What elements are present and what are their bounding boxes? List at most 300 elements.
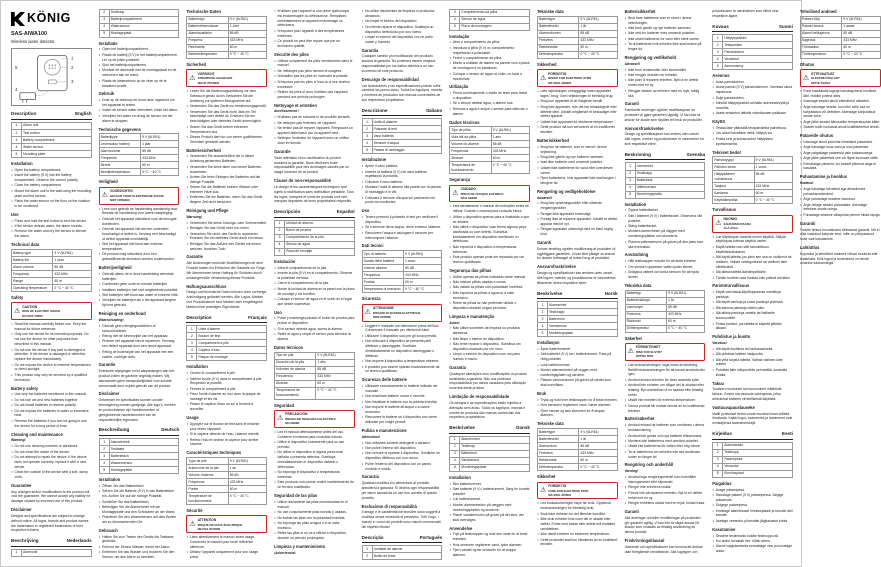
section-title: Sicherheit	[186, 61, 207, 67]
table-row	[99, 452, 179, 459]
bullet-item: • Käytä vain tässä käyttöoppaassa mainittuja paristoja.	[712, 290, 793, 300]
language-label: Deutsch	[161, 427, 180, 433]
bullet-item: • Gebruik geen reinigingsmiddelen of schuurmiddelen.	[99, 324, 180, 334]
bullet-item: • Plaats de batterij (9 V) in het batterijcompartiment. Let op de juiste polariteit.	[99, 53, 180, 63]
part-number: 1	[12, 549, 22, 556]
section-title: Reiniging en onderhoud	[98, 311, 146, 317]
warning-line: ÖPPNA INTE	[635, 354, 654, 359]
table-row	[274, 387, 354, 399]
bullet-item: • Reinigen Sie das Äußere des Geräts mit einem weichen, feuchten Tuch.	[186, 242, 267, 252]
part-number: 5	[625, 191, 635, 198]
bullet-list	[11, 392, 92, 428]
section-title: Ansvarsfraskrivelse	[536, 264, 576, 270]
bullet-item: • Verwenden Sie keine alten und neuen Batterien zusammen.	[186, 165, 267, 175]
part-name: Sensor de agua	[284, 241, 354, 248]
tech-label: Volume do alarme	[450, 141, 491, 148]
section-title: Rengöring och underhåll	[624, 462, 674, 468]
warning-line: ATTENTION	[197, 517, 217, 522]
section-title: Veiligheid	[98, 179, 118, 185]
bullet-item: • Utilizzare esclusivamente le batterie indicate nel manuale.	[362, 384, 443, 394]
bullet-item: • Utsätt inte batterierna för vatten eller hög värme.	[625, 444, 706, 449]
table-row	[537, 443, 617, 450]
table-row	[99, 169, 179, 176]
bullet-item: • Clean the outside of the device with a soft, damp cloth.	[11, 470, 92, 480]
paragraph: Design und technische Daten können ohne vorherige Ankündigung geändert werden. Alle Logos, Marken und Produktnamen sind Marken oder eingetragene Marken ihrer jeweiligen Eigentümer.	[186, 290, 267, 309]
section-title: Garanti	[624, 508, 639, 514]
table-row	[187, 486, 267, 493]
table-row	[187, 465, 267, 472]
warning-line: FORSIKTIG	[548, 484, 567, 489]
tech-label: Batterityp	[625, 290, 666, 297]
section-title: Garantie	[186, 254, 203, 260]
part-name: Alarmeinheit	[109, 438, 179, 445]
section-title: Garanti	[536, 240, 552, 245]
warning-line: RISCO DE CHOQUE ELÉTRICO	[460, 191, 504, 196]
tech-label: Batteritype	[537, 16, 578, 23]
part-number: 3	[99, 452, 109, 459]
table-row	[274, 248, 354, 255]
bullet-item: • Gebruik het apparaat uitsluitend voor de beoogde doeleinden.	[99, 217, 180, 227]
bullet-item: • Ikke rengjør innsiden av enheten.	[625, 73, 706, 78]
bullet-list	[449, 91, 530, 116]
bullet-list	[186, 154, 267, 205]
section-title: Reinigung und Pflege	[186, 208, 229, 214]
part-number: 3	[187, 340, 197, 347]
warning-word: Aviso!	[449, 320, 460, 325]
bullet-list	[712, 80, 793, 116]
bullet-item: • Limpie el exterior del dispositivo con un paño suave y húmedo.	[362, 35, 443, 45]
warning-text	[636, 345, 662, 358]
bullet-list	[11, 444, 92, 480]
table-row	[713, 42, 793, 49]
section-title: Limpeza e manutenção	[449, 313, 495, 319]
bullet-item: • Do not expose the device to extreme temperatures or direct sunlight.	[11, 363, 92, 373]
part-number: 4	[274, 241, 284, 248]
bullet-list	[449, 40, 530, 81]
section-title: Batterisikkerhet	[624, 9, 656, 14]
bullet-item: • Ärge jätke seadet äärmuslike temperatuuride kätte.	[800, 120, 881, 125]
table-row	[713, 197, 793, 204]
language-label: Norsk	[604, 290, 618, 296]
description-title: Beschrijving	[11, 538, 39, 544]
section-title: Tekniset tiedot	[712, 149, 741, 155]
paragraph: Tootele tehtud muudatused tühistavad garantii. Me ei võta vastutust kahjude eest, mille on põhjustanud toote vale kasutamine.	[799, 227, 880, 242]
section-title: Haftungsausschluss	[186, 283, 227, 289]
bullet-item: • Não exponha as pilhas à água ou a calor excessivo.	[449, 291, 530, 301]
table-row	[713, 183, 793, 190]
bullet-item: • Si el sensor detecta agua, suena la alarma.	[274, 327, 355, 332]
table-row	[625, 311, 705, 318]
language-section-heading	[274, 209, 355, 218]
bullet-item: • Utilisez l'appareil uniquement pour son usage prévu.	[186, 550, 267, 560]
tech-label: Betriebstemperatur	[187, 51, 228, 58]
section-title: Installazione	[361, 157, 387, 163]
tech-label: Operating temperature	[12, 284, 53, 291]
tech-value: 9 V (6LR61)	[141, 134, 179, 141]
section-title: Dati tecnici	[361, 243, 384, 249]
tech-label: Rækkevidde	[537, 44, 578, 51]
bullet-item: • Om sensorn upptäcker vatten ljuder larmet.	[625, 265, 706, 270]
bullet-list	[625, 363, 706, 414]
language-section-heading	[11, 111, 92, 120]
warning-box	[712, 215, 793, 233]
table-row	[537, 316, 617, 323]
table-row	[713, 49, 793, 56]
section-title: Garantii	[799, 220, 816, 226]
section-title: Battery safety	[11, 385, 39, 391]
section-title: Limpieza y mantenimiento	[273, 543, 326, 549]
section-title: Garantie	[98, 362, 116, 368]
bullet-list	[625, 208, 706, 249]
part-number: 1	[713, 35, 723, 42]
table-row	[99, 23, 179, 30]
table-row	[274, 241, 354, 248]
warning-line: STROMSCHLAGGEFAHR	[197, 76, 233, 81]
tech-label: Bereik	[99, 162, 140, 169]
bullet-item: • Não limpe o interior do dispositivo.	[449, 337, 530, 342]
bullet-item: • Leia atentamente o manual de instruções antes de utilizar. Guarde o manual para consulta futura.	[449, 204, 530, 214]
part-number: 4	[713, 56, 723, 63]
part-number: 5	[450, 464, 460, 471]
bullet-list	[99, 272, 180, 308]
bullet-item: • Denna produkt får endast servas av en kvalificerad tekniker.	[625, 404, 706, 414]
tech-label: Alarmi helitugevus	[800, 30, 841, 37]
warning-text	[811, 72, 840, 85]
tech-value: 1 vuosi	[754, 164, 792, 171]
bullet-item: • Collocare il sensore d'acqua sul pavimento nel punto da monitorare.	[362, 196, 443, 206]
table-row	[537, 450, 617, 457]
part-number: 4	[537, 323, 547, 330]
section-title: Garantía	[361, 47, 379, 53]
technical-data-table	[625, 290, 706, 333]
section-title: Segurança das pilhas	[449, 267, 492, 273]
table-row	[713, 56, 793, 63]
bullet-item: • Älä altista laitetta äärilämpötiloille.	[712, 270, 793, 275]
bullet-item: • Ikke utsett batteriene for vann eller sterk varme.	[625, 37, 706, 42]
bullet-item: • Stel batterijen niet bloot aan water of extreme hitte.	[99, 293, 180, 298]
warning-text	[724, 217, 751, 230]
section-title: Rengjøring og vedlikehold	[624, 54, 676, 60]
bullet-item: • Inserire la batteria (9 V) nel vano batteria rispettando la polarità.	[362, 170, 443, 180]
table-row	[537, 16, 617, 23]
section-title: Rengøring og vedligeholdelse	[536, 188, 596, 194]
part-name: Paristolokero	[723, 49, 793, 56]
bullet-item: • Monte a unidade de alarme na parede com a placa de montagem e os parafusos.	[449, 61, 530, 71]
tech-label: Range	[12, 277, 53, 284]
tech-label: Durata della batteria	[362, 258, 403, 265]
section-title: Sécurité	[186, 508, 203, 514]
bullet-item: • Lue käyttöopas huolella ennen käyttöä. Säilytä käyttöopas tulevaa käyttöä varten.	[712, 235, 793, 245]
bullet-list	[537, 347, 618, 388]
part-name: Piastra di montaggio	[372, 147, 442, 154]
warning-line: SÄHKÖISKUVAARA	[723, 221, 751, 226]
tech-value: 60 m	[228, 486, 266, 493]
warning-line: NÃO ABRIR	[460, 195, 477, 200]
warning-line: RISK OF ELECTRIC SHOCK	[22, 309, 61, 314]
table-row	[450, 23, 530, 30]
bullet-list	[712, 126, 793, 147]
bullet-item: • Ikke utsett enheten for ekstreme temperaturer.	[537, 532, 618, 537]
bullet-item: • Place the water sensor on the floor on the location to be monitored.	[11, 199, 92, 209]
tech-value: 1 anno	[404, 258, 442, 265]
bullet-list	[362, 384, 443, 425]
bullet-item: • Ikke prøv å reparere enheten. Bytt ut en defekt enhet med en ny.	[625, 78, 706, 88]
warning-line: FARE FOR ELEKTRISK STØT	[548, 488, 589, 493]
bullet-item: • Close the battery compartment.	[11, 183, 92, 188]
table-row	[450, 162, 530, 174]
warning-line: MÅ IKKE ÅBNES	[548, 80, 572, 85]
bullet-item: • Avage patareipesa.	[712, 488, 793, 493]
bullet-item: • Ikke bruk enheten hvis noen del er skadet eller defekt. Enhet med skade eller defekt må erstattes umiddelbart.	[537, 517, 618, 531]
bullet-list	[625, 68, 706, 99]
bullet-item: • Jos anturi havaitsee vettä, hälytys soi.	[712, 131, 793, 136]
tech-value: 1 jaar	[141, 141, 179, 148]
bullet-item: • Ärge kasutage koos vanu ja uusi patareisid.	[800, 145, 881, 150]
language-section-heading	[362, 535, 443, 544]
section-title: Guarantee	[11, 482, 32, 488]
section-title: Caractéristiques techniques	[186, 450, 242, 456]
bullet-list	[99, 98, 180, 123]
description-table	[712, 34, 793, 70]
section-title: Puhastamine ja hooldus	[799, 174, 847, 180]
part-name: Compartimento da pilha	[460, 9, 530, 16]
description-title: Kirjeldus	[712, 431, 732, 437]
bullet-list	[537, 201, 618, 237]
table-row	[12, 284, 92, 291]
warning-word: Advarsel!	[536, 195, 553, 200]
section-title: Installation	[449, 474, 471, 480]
bullet-list	[186, 221, 267, 252]
part-name: Batteriefach	[109, 452, 179, 459]
part-name: Batterirom	[547, 316, 617, 323]
bullet-item: • Lukk batterirommet.	[537, 363, 618, 368]
bullet-item: • Se o sensor detetar água, o alarme soa.	[449, 101, 530, 106]
table-row	[274, 227, 354, 234]
bullet-item: • Insert the battery (9 V) into the battery compartment. Observe the correct polarity.	[11, 173, 92, 183]
bullet-list	[11, 219, 92, 240]
bullet-item: • Brug kun de batterier, som er nævnt i denne vejledning.	[537, 145, 618, 155]
bullet-item: • Verwenden Sie das Gerät nicht, falls ein Teil beschädigt oder defekt ist. Ersetzen Sie ein beschädigtes oder defektes Gerät unverzüglich.	[186, 110, 267, 124]
bullet-item: • Rengør ikke apparatet indvendigt.	[537, 212, 618, 217]
warning-box	[537, 69, 618, 87]
bullet-item: • Utilize o dispositivo apenas para a finalidade a que se destina.	[449, 215, 530, 225]
tech-label: Käyttölämpötila	[713, 197, 754, 204]
bullet-item: • Använd inte gamla och nya batterier tillsammans.	[625, 434, 706, 439]
tech-value: 60 m	[491, 155, 529, 162]
warning-word: Advarsel!	[624, 61, 641, 66]
table-row	[537, 302, 617, 309]
tech-label: Levensduur batterij	[99, 141, 140, 148]
warning-box	[537, 482, 618, 500]
part-number: 2	[450, 443, 460, 450]
part-name: Monteringsplade	[460, 464, 530, 471]
bullet-item: • Probeer het apparaat niet te repareren. Vervang een defect apparaat door een nieuw apparaat.	[99, 339, 180, 349]
section-title: Anvendelse	[449, 525, 473, 531]
part-name: Alarmiseade	[723, 442, 793, 449]
bullet-item: • Älä käytä vanhoja ja uusia paristoja yhdessä.	[712, 300, 793, 305]
warning-triangle-icon: ⚠	[14, 307, 21, 315]
warning-line: RISQUE DE CHOC ÉLECTRIQUE	[197, 522, 243, 527]
product-diagram	[11, 48, 92, 106]
warning-box	[99, 187, 180, 205]
technical-data-table	[800, 16, 881, 59]
tech-value: 9 V (6LR61)	[579, 16, 617, 23]
bullet-item: • Ikke bruk gamle og nye batterier sammen.	[625, 26, 706, 31]
product-model: SAS-AIWA100	[11, 30, 47, 37]
part-name: Bouton de test	[197, 333, 267, 340]
paragraph: Eventuelle endringer og/eller modifikasjoner av produktet vil gjøre garantien ugyldig. Vi kan ikke ta ansvar for skade som skyldes feil bruk av produktet.	[624, 108, 703, 122]
warning-line: VORSICHT	[197, 71, 215, 76]
section-title: Technical data	[11, 242, 40, 248]
warning-text	[110, 189, 164, 202]
bullet-item: • Insérez la pile (9 V) dans le compartiment à pile. Respectez la polarité.	[186, 377, 267, 387]
bullet-item: • Använd endast enheten för dess avsedda syfte.	[625, 378, 706, 383]
technical-data-table	[99, 133, 180, 176]
warning-line: ETTEVAATUST	[811, 71, 835, 76]
bullet-item: • Não exponha o dispositivo a temperaturas extremas.	[449, 245, 530, 255]
konig-k-icon	[11, 12, 25, 26]
section-title: Garantie	[273, 149, 291, 155]
description-table	[625, 162, 706, 198]
tech-value: 433 MHz	[53, 270, 91, 277]
warning-triangle-icon: ⚠	[276, 415, 284, 423]
bullet-item: • Udsæt ikke apparatet for ekstreme temperaturer.	[537, 120, 618, 125]
tech-label: Temperatura de funcionamiento	[274, 387, 315, 399]
tech-label: Tipo de pila	[274, 352, 315, 359]
language-section-heading	[186, 315, 267, 324]
bullet-item: • Kiinnitä hälytysyksikkö seinään asennuslevyllä ja ruuveilla.	[712, 101, 793, 111]
table-row	[12, 143, 92, 150]
bullet-item: • Setzen Sie das Gerät keinen extremen Temperaturen aus.	[186, 125, 267, 135]
tech-value: 9 V (6LR61)	[667, 290, 705, 297]
tech-value: 9 V (6LR61)	[404, 251, 442, 258]
part-number: 4	[450, 457, 460, 464]
part-number: 2	[713, 449, 723, 456]
tech-label: Alarmvolumen	[537, 30, 578, 37]
table-row	[537, 330, 617, 337]
bullet-item: • Utilisez uniquement les piles mentionnées dans le manuel.	[274, 59, 355, 69]
tech-value: 85 dB	[316, 366, 354, 373]
part-name: Botão de teste	[372, 553, 442, 560]
tech-label: Alarmlautstärke	[187, 30, 228, 37]
bullet-item: • Öffnen Sie das Batteriefach.	[99, 484, 180, 489]
table-row	[274, 373, 354, 380]
section-title: Descargo de responsabilidad	[361, 76, 419, 82]
warning-triangle-icon: ⚠	[189, 74, 196, 82]
technical-data-table	[186, 16, 267, 59]
tech-label: Autonomie de la pile	[187, 465, 228, 472]
language-label: Suomi	[778, 23, 793, 29]
warning-text	[548, 72, 591, 85]
technical-data-table	[537, 16, 618, 59]
bullet-item: • Aprire il vano batteria.	[362, 164, 443, 169]
bullet-list	[625, 16, 706, 52]
bullet-item: • Introduza a pilha (9 V) no compartimento respeitando a polaridade.	[449, 46, 530, 56]
bullet-item: • Montér alarmenheden på væggen med monteringspladen og skruerne.	[449, 503, 530, 513]
section-title: Gebrauch	[98, 527, 118, 533]
description-title: Descrizione	[361, 107, 388, 113]
bullet-item: • Kinnitage alarmiseade kinnitusplaadi ja kruvide abil seinale.	[712, 509, 793, 519]
paragraph: Ontwerpen en specificaties kunnen zonder kennisgeving worden gewijzigd. Alle logo's, merken en productnamen zijn handelsmerken of geregistreerde handelsmerken van de respectievelijke eigenaren.	[98, 398, 176, 422]
table-row	[362, 147, 442, 154]
tech-label: Taajuus	[713, 183, 754, 190]
bullet-item: • Indien de sensor water detecteert, klinkt het alarm.	[99, 108, 180, 113]
part-name: Batterirum	[460, 450, 530, 457]
bullet-item: • N'exposez pas les piles à l'eau ou à une chaleur excessive.	[274, 80, 355, 90]
warning-line: NON APRIRE	[372, 314, 391, 319]
tech-value: 0 °C ~ 40 °C	[228, 51, 266, 58]
bullet-item: • Ne mélangez pas piles neuves et usagées.	[274, 69, 355, 74]
bullet-item: • N'exposez pas l'appareil à des températures extrêmes.	[274, 29, 355, 39]
table-row	[450, 450, 530, 457]
tech-value: 1 år	[579, 436, 617, 443]
bullet-item: • Ouvrez le compartiment à pile.	[186, 371, 267, 376]
table-row	[187, 472, 267, 479]
bullet-item: • Limpe o exterior do dispositivo com um pano húmido e macio.	[449, 352, 530, 362]
table-row	[450, 443, 530, 450]
tech-value: 1 an	[228, 465, 266, 472]
bullet-item: • Bruk bare enheten for det tiltenkte formålet.	[537, 512, 618, 517]
bullet-list	[449, 482, 530, 523]
tech-value: 60 m	[842, 44, 880, 51]
paragraph: Design og spesifikasjoner kan endres uten varsel. Alle logoer, merker og produktnavn er varemerker for sine respektive eiere.	[624, 132, 705, 147]
bullet-item: • Hvis sensoren registrerer vann, høres alarmen.	[537, 403, 618, 408]
bullet-list	[449, 275, 530, 311]
tech-label: Temperatura di esercizio	[362, 286, 403, 293]
part-number: 3	[12, 136, 22, 143]
tech-value: 60 m	[141, 162, 179, 169]
part-name: Testknapp	[635, 170, 705, 177]
warning-text	[548, 484, 588, 497]
warning-triangle-icon: ⚠	[539, 74, 547, 82]
part-number: 4	[187, 347, 197, 354]
tech-label: Alarm volume	[12, 263, 53, 270]
bullet-item: • Retire el agua y seque el sensor para silenciar la alarma.	[274, 332, 355, 342]
bullet-item: • Não utilize solventes de limpeza ou produtos abrasivos.	[449, 326, 530, 336]
tech-label: Kantama	[713, 190, 754, 197]
tech-label: Volume allarme	[362, 265, 403, 272]
tech-value: 85 dB	[842, 30, 880, 37]
part-name: Water sensor	[22, 143, 92, 150]
bullet-item: • Abra o compartimento da pilha.	[449, 40, 530, 45]
warning-triangle-icon: ⚠	[452, 190, 459, 197]
part-number: 4	[362, 140, 372, 147]
table-row	[450, 155, 530, 162]
table-row	[187, 326, 267, 333]
tech-value: 0 °C ~ 40 °C	[316, 387, 354, 399]
warning-triangle-icon: ⚠	[627, 348, 634, 356]
part-number: 1	[12, 122, 22, 129]
section-title: Sicurezza delle batterie	[361, 377, 407, 383]
paragraph: Enhver ændring og/eller modificering af produktet vil ugyldiggøre garantien. Vi kan ikke påtage os ansvar for skader forårsaget af forkert brug af produktet.	[536, 246, 616, 261]
table-row	[450, 134, 530, 141]
paragraph: Designs and specifications are subject to change without notice. All logos, brands and product names are trademarks or registered trademarks of their respective holders.	[11, 513, 89, 533]
table-row	[274, 234, 354, 241]
section-title: Sikkerhed	[536, 61, 557, 67]
part-number: 1	[274, 220, 284, 227]
part-number: 1	[713, 442, 723, 449]
table-row	[12, 549, 92, 556]
warning-word: Varoitus!	[712, 340, 727, 345]
table-row	[713, 190, 793, 197]
bullet-list	[712, 488, 793, 524]
section-title: Sécurité des piles	[273, 51, 309, 57]
part-name: Alarm unit	[22, 122, 92, 129]
tech-label: Driftstemperatur	[537, 51, 578, 58]
section-title: Disclaimer	[11, 507, 32, 513]
tech-label: Frekvens	[625, 311, 666, 318]
section-title: Paigaldus	[712, 480, 732, 486]
